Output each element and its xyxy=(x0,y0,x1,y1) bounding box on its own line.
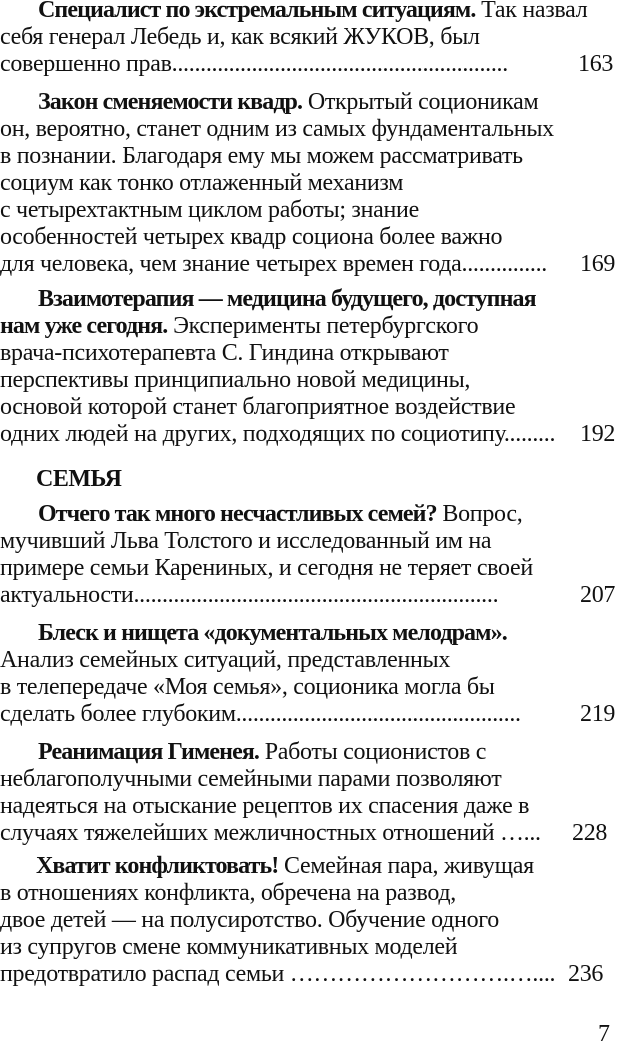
toc-entry-text: случаях тяжелейших межличностных отношений …... xyxy=(0,820,541,846)
toc-entry-text: основой которой станет благоприятное воздействие xyxy=(0,394,516,420)
toc-entry-title: Закон сменяемости квадр. xyxy=(38,89,303,115)
toc-entry-text: неблагополучными семейными парами позволяют xyxy=(0,766,502,792)
toc-page-number: 236 xyxy=(568,961,604,987)
toc-entry-line xyxy=(0,500,620,528)
toc-entry-line xyxy=(0,819,620,847)
toc-entry-text: из супругов смене коммуникативных моделей xyxy=(0,934,458,960)
toc-entry-text: Так назвал xyxy=(481,0,588,23)
toc-page-number: 192 xyxy=(580,421,616,447)
toc-entry-line xyxy=(0,619,620,647)
toc-entry-title: Реанимация Гименея. xyxy=(38,739,260,765)
toc-entry-text: актуальности................................................................ xyxy=(0,582,499,608)
toc-entry-line xyxy=(0,792,620,820)
toc-entry-line xyxy=(0,960,620,988)
toc-entry-line xyxy=(0,50,620,78)
toc-entry-line xyxy=(0,250,620,278)
toc-entry-line xyxy=(0,554,620,582)
toc-page-number: 207 xyxy=(580,582,616,608)
toc-entry-line xyxy=(0,312,620,340)
toc-entry-title: Хватит конфликтовать! xyxy=(36,853,279,879)
toc-entry-line xyxy=(0,765,620,793)
toc-entry-text: одних людей на других, подходящих по социотипу......... xyxy=(0,421,556,447)
toc-page-number: 169 xyxy=(580,251,616,277)
toc-entry-line xyxy=(0,906,620,934)
toc-entry-text: Вопрос, xyxy=(442,501,523,527)
toc-entry-text: двое детей — на полусиротство. Обучение одного xyxy=(0,907,499,933)
toc-entry-line xyxy=(0,738,620,766)
toc-entry-text: Эксперименты петербургского xyxy=(173,313,479,339)
toc-entry-text: себя генерал Лебедь и, как всякий ЖУКОВ, был xyxy=(0,24,480,50)
toc-entry-line xyxy=(0,23,620,51)
toc-entry-line xyxy=(0,88,620,116)
toc-entry-line xyxy=(0,169,620,197)
toc-entry-line xyxy=(0,646,620,674)
toc-entry-line xyxy=(0,673,620,701)
toc-entry-text: с четырехтактным циклом работы; знание xyxy=(0,197,419,223)
toc-entry-line xyxy=(0,700,620,728)
toc-entry-text: в познании. Благодаря ему мы можем рассматривать xyxy=(0,143,523,169)
toc-entry-text: Семейная пара, живущая xyxy=(284,853,534,879)
toc-entry-text: Анализ семейных ситуаций, представленных xyxy=(0,647,451,673)
toc-entry-title: Взаимотерапия — медицина будущего, доступная xyxy=(38,286,536,312)
toc-entry-line xyxy=(0,366,620,394)
toc-entry-text: врача-психотерапевта С. Гиндина открывают xyxy=(0,340,449,366)
toc-entry-title: Блеск и нищета «документальных мелодрам». xyxy=(38,620,507,646)
toc-entry-text: особенностей четырех квадр социона более важно xyxy=(0,224,503,250)
toc-entry-text: примере семьи Карениных, и сегодня не теряет своей xyxy=(0,555,533,581)
toc-entry-text: в телепередаче «Моя семья», соционика могла бы xyxy=(0,674,495,700)
toc-entry-text: перспективы принципиально новой медицины, xyxy=(0,367,471,393)
toc-entry-text: в отношениях конфликта, обречена на развод, xyxy=(0,880,456,906)
toc-entry-line xyxy=(0,581,620,609)
toc-entry-text: сделать более глубоким.................................................. xyxy=(0,701,521,727)
toc-entry-line xyxy=(0,0,620,24)
toc-entry-title: нам уже сегодня. xyxy=(0,313,168,339)
toc-entry-text: он, вероятно, станет одним из самых фундаментальных xyxy=(0,116,554,142)
toc-entry-text: Работы соционистов с xyxy=(264,739,487,765)
toc-entry-text: предотвратило распад семьи ……………………….….... xyxy=(0,961,556,987)
toc-entry-line xyxy=(0,527,620,555)
toc-page-number: 163 xyxy=(578,51,614,77)
toc-page-number: 219 xyxy=(580,701,616,727)
page-number: 7 xyxy=(598,1021,610,1047)
toc-entry-line xyxy=(0,196,620,224)
toc-entry-text: совершенно прав........................................................... xyxy=(0,51,508,77)
toc-entry-title: Отчего так много несчастливых семей? xyxy=(38,501,437,527)
toc-entry-text: социум как тонко отлаженный механизм xyxy=(0,170,404,196)
toc-entry-line xyxy=(0,339,620,367)
toc-entry-text: надеяться на отыскание рецептов их спасения даже в xyxy=(0,793,530,819)
toc-entry-line xyxy=(0,142,620,170)
toc-entry-line xyxy=(0,879,620,907)
section-heading: СЕМЬЯ xyxy=(36,466,122,492)
toc-entry-line xyxy=(0,115,620,143)
toc-entry-line xyxy=(0,223,620,251)
toc-entry-line xyxy=(0,420,620,448)
toc-entry-line xyxy=(0,933,620,961)
toc-entry-line xyxy=(0,852,620,880)
toc-entry-line xyxy=(0,285,620,313)
toc-entry-text: для человека, чем знание четырех времен года............... xyxy=(0,251,548,277)
toc-entry-text: Открытый соционикам xyxy=(307,89,539,115)
toc-entry-line xyxy=(0,393,620,421)
toc-entry-text: мучивший Льва Толстого и исследованный им на xyxy=(0,528,492,554)
toc-page-number: 228 xyxy=(572,820,608,846)
toc-entry-title: Специалист по экстремальным ситуациям. xyxy=(38,0,476,23)
